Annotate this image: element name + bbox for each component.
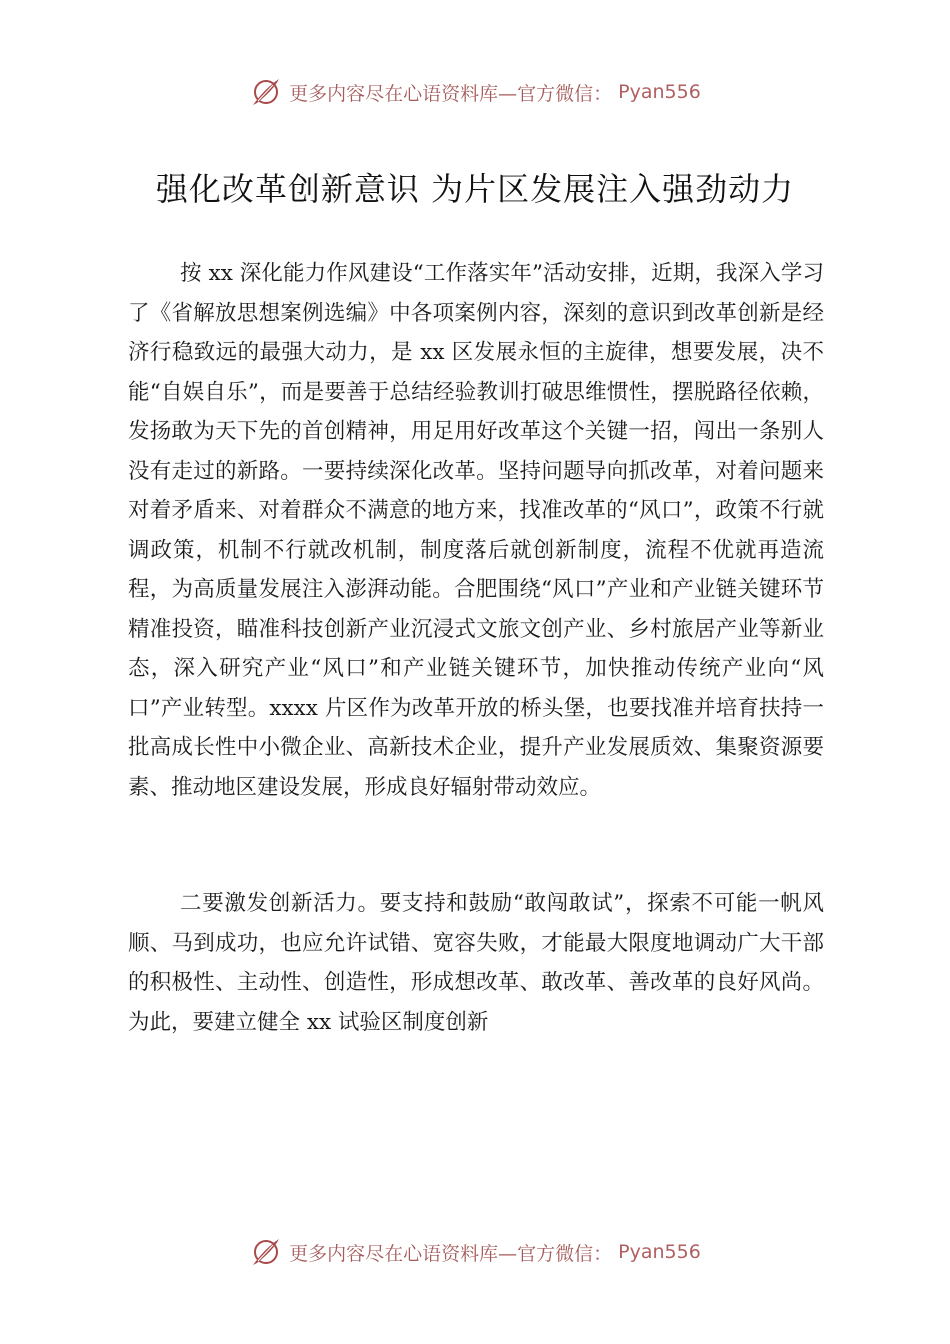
watermark-code: Pyan556 [618,1241,701,1263]
feather-logo-icon [249,75,283,109]
feather-logo-icon [249,1235,283,1269]
watermark-code: Pyan556 [618,81,701,103]
header-watermark [0,72,950,112]
body-paragraph-2: 二要激发创新活力。要支持和鼓励“敢闯敢试”，探索不可能一帆风顺、马到成功，也应允许试错、宽容失败，才能最大限度地调动广大干部的积极性、主动性、创造性，形成想改革、敢改革、善改革的良好风尚。为此，要建立健全 xx 试验区制度创新 [128,891,824,1035]
document-title: 强化改革创新意识 为片区发展注入强劲动力 [155,170,795,208]
watermark-text: 更多内容尽在心语资料库—官方微信： [289,1242,613,1265]
watermark-text: 更多内容尽在心语资料库—官方微信： [289,82,613,105]
footer-watermark [0,1232,950,1272]
body-paragraph-1: 按 xx 深化能力作风建设“工作落实年”活动安排，近期，我深入学习了《省解放思想案例选编》中各项案例内容，深刻的意识到改革创新是经济行稳致远的最强大动力，是 xx 区发展永恒的主旋律，想要发展，决不能“自娱自乐”，而是要善于总结经验教训打破思维惯性，摆脱路径依赖，发扬敢为天下先的首创精神，用足用好改革这个关键一招，闯出一条别人没有走过的新路。一要持续深化改革。坚持问题导向抓改革，对着问题来对着矛盾来、对着群众不满意的地方来，找准改革的“风口”，政策不行就调政策，机制不行就改机制，制度落后就创新制度，流程不优就再造流程，为高质量发展注入澎湃动能。合肥围绕“风口”产业和产业链关键环节精准投资，瞄准科技创新产业沉浸式文旅文创产业、乡村旅居产业等新业态，深入研究产业“风口”和产业链关键环节，加快推动传统产业向“风口”产业转型。xxxx 片区作为改革开放的桥头堡，也要找准并培育扶持一批高成长性中小微企业、高新技术企业，提升产业发展质效、集聚资源要素、推动地区建设发展，形成良好辐射带动效应。 [128,261,824,800]
